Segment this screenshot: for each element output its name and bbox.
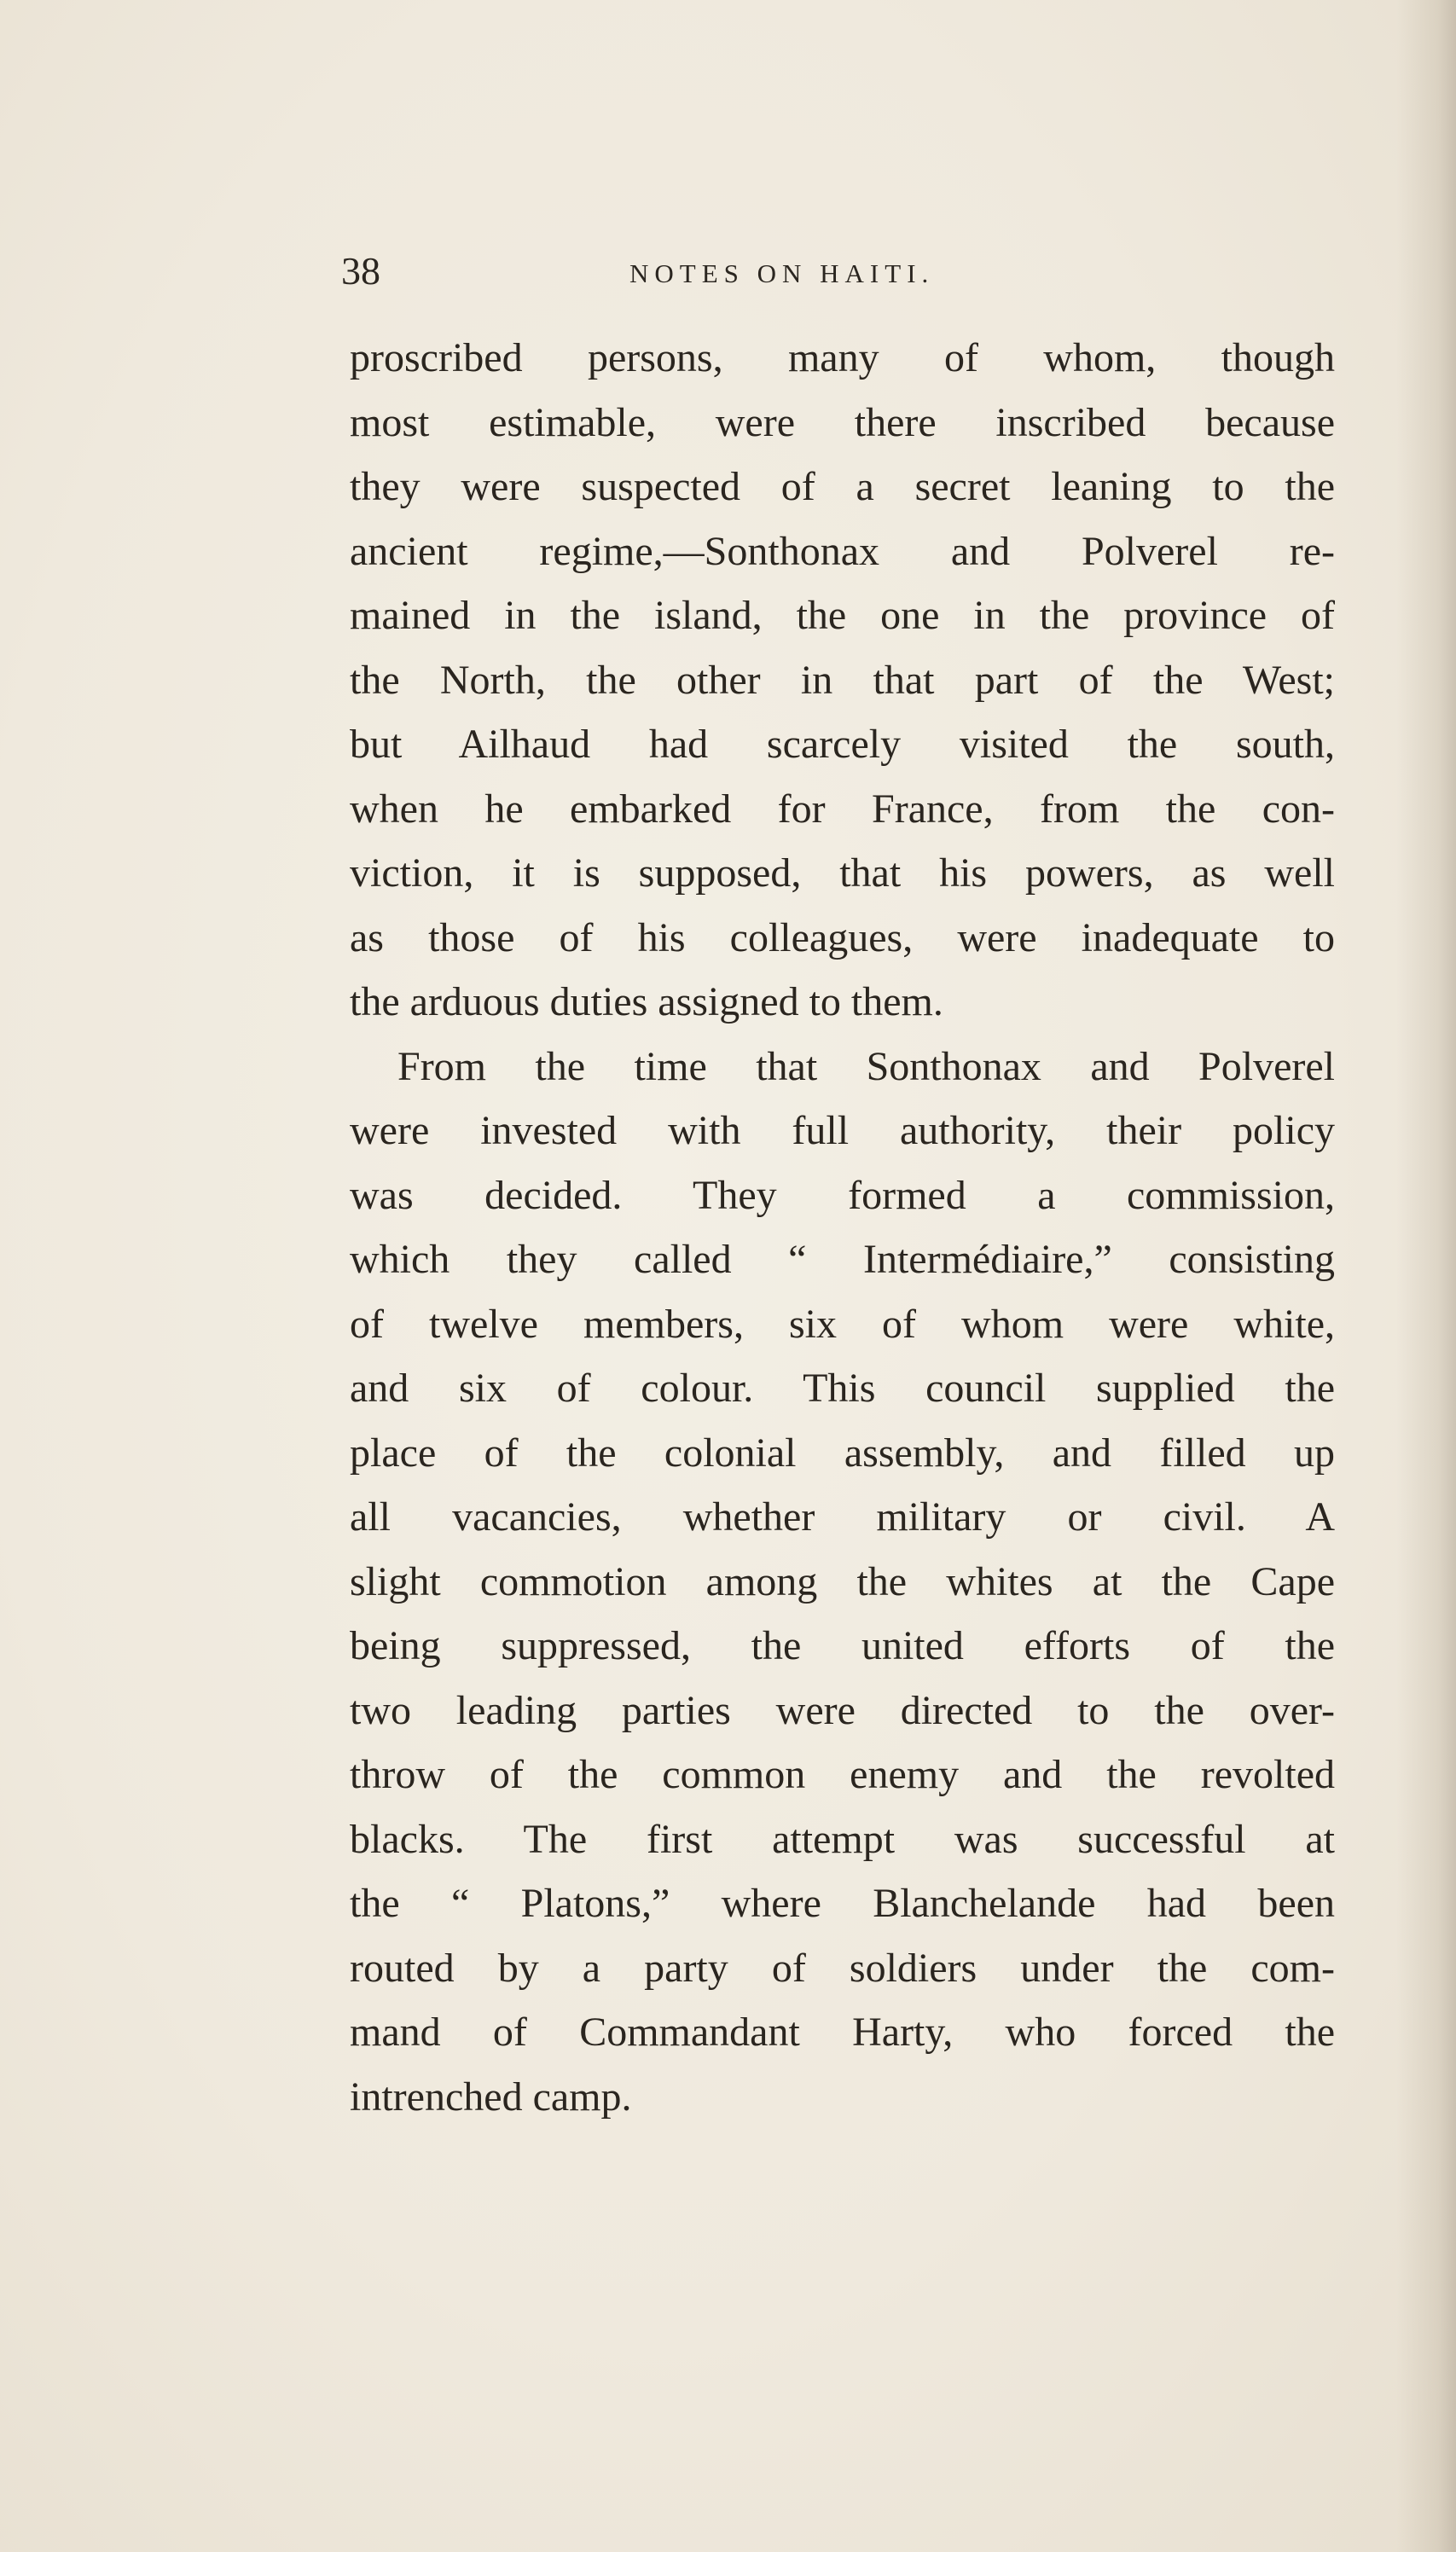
text-line: they were suspected of a secret leaning to the [350,464,1335,509]
text-line: throw of the common enemy and the revolted [350,1752,1335,1797]
running-head: NOTES ON HAITI. [629,258,935,288]
text-line: as those of his colleagues, were inadequate to [350,914,1335,960]
text-line: blacks. The first attempt was successful at [350,1816,1335,1862]
text-line: which they called “ Intermédiaire,” consisting [350,1237,1335,1282]
text-line: ancient regime,—Sonthonax and Polverel re- [350,528,1335,574]
text-line: being suppressed, the united efforts of the [350,1623,1335,1668]
text-line: slight commotion among the whites at the Cape [350,1558,1335,1604]
text-line: routed by a party of soldiers under the com- [350,1945,1335,1991]
text-line: viction, it is supposed, that his powers, as well [350,850,1335,896]
text-line: of twelve members, six of whom were white, [350,1301,1335,1347]
text-line: when he embarked for France, from the con- [350,786,1335,832]
page-header [341,246,1194,305]
text-line: all vacancies, whether military or civil. A [350,1494,1335,1540]
text-line: From the time that Sonthonax and Polverel [397,1043,1335,1089]
text-line: most estimable, were there inscribed because [350,399,1335,445]
text-line: mand of Commandant Harty, who forced the [350,2010,1335,2055]
body-text [350,326,1335,2129]
text-line: two leading parties were directed to the over- [350,1687,1335,1733]
text-line: the arduous duties assigned to them. [350,979,943,1024]
text-line: mained in the island, the one in the province of [350,593,1335,638]
text-line: the “ Platons,” where Blanchelande had been [350,1881,1335,1926]
text-line: the North, the other in that part of the West; [350,657,1335,703]
text-line: and six of colour. This council supplied the [350,1366,1335,1411]
text-line: was decided. They formed a commission, [350,1172,1335,1218]
text-line: intrenched camp. [350,2074,632,2120]
text-line: proscribed persons, many of whom, though [350,335,1335,380]
text-line: but Ailhaud had scarcely visited the south, [350,722,1335,767]
text-line: were invested with full authority, their policy [350,1108,1335,1153]
page-number: 38 [341,249,380,293]
page-edge-shadow [1396,0,1456,2552]
text-line: place of the colonial assembly, and filled up [350,1430,1335,1476]
